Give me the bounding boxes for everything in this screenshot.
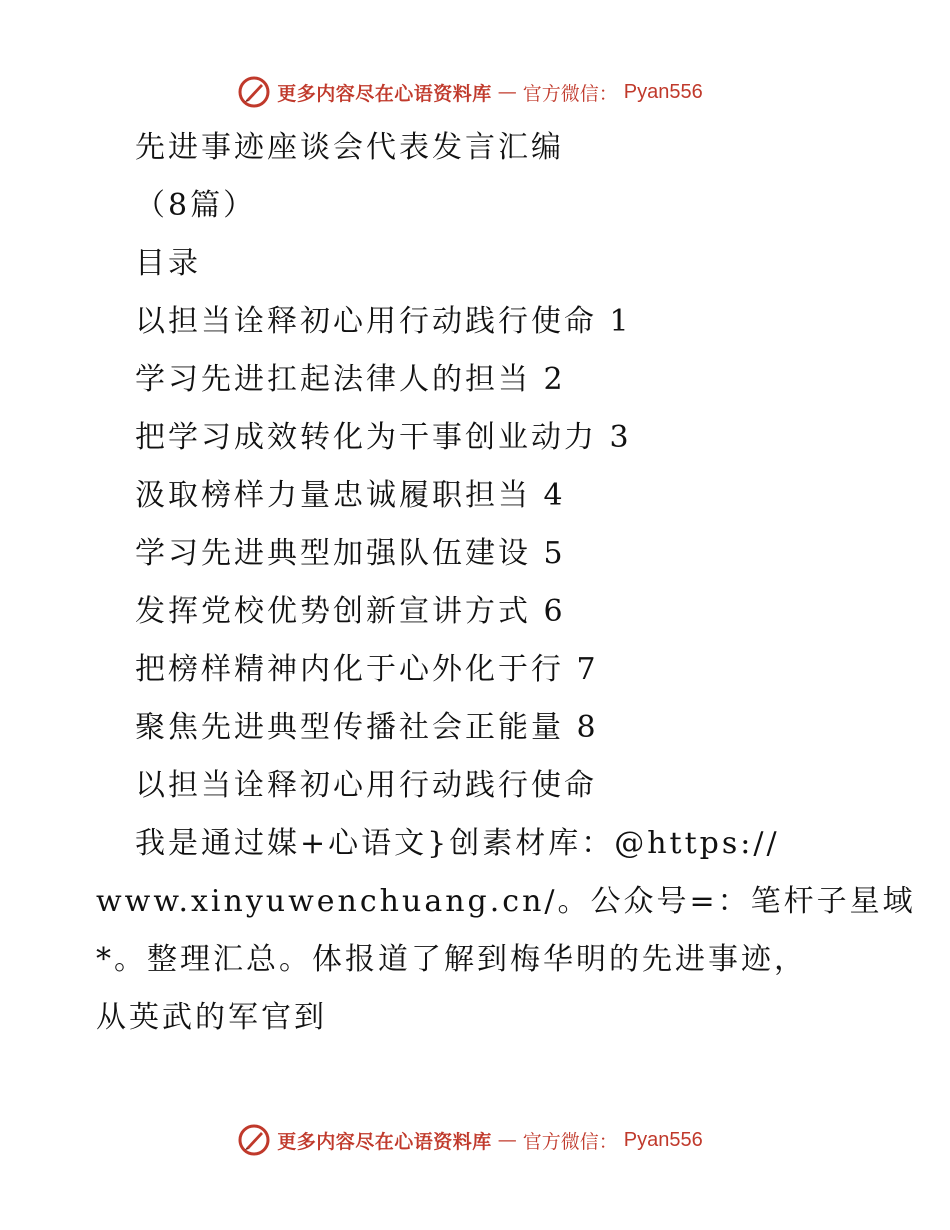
- banner-text: 更多内容尽在心语资料库: [277, 82, 492, 105]
- document-subtitle: （8篇）: [135, 188, 257, 223]
- banner-wechat-label: 官方微信：: [522, 82, 618, 105]
- body-line: *。整理汇总。体报道了解到梅华明的先进事迹，: [96, 942, 807, 977]
- banner-dash: —: [497, 81, 517, 103]
- header-banner: [0, 72, 950, 112]
- toc-item: 把学习成效转化为干事创业动力 3: [135, 420, 632, 455]
- toc-item: 以担当诠释初心用行动践行使命 1: [135, 304, 632, 339]
- banner-wechat-label: 官方微信：: [522, 1130, 618, 1153]
- banner-wechat-id: Pyan556: [623, 80, 703, 103]
- toc-item: 把榜样精神内化于心外化于行 7: [135, 652, 599, 687]
- toc-item: 学习先进典型加强队伍建设 5: [135, 536, 566, 571]
- toc-heading: 目录: [135, 246, 201, 281]
- quill-seal-icon: [237, 1123, 271, 1157]
- body-line: www.xinyuwenchuang.cn/。公众号=：笔杆子星域: [96, 884, 916, 919]
- toc-item: 汲取榜样力量忠诚履职担当 4: [135, 478, 566, 513]
- header-banner-inner: [237, 75, 703, 109]
- footer-banner: [0, 1120, 950, 1160]
- toc-item: 发挥党校优势创新宣讲方式 6: [135, 594, 566, 629]
- banner-dash: —: [497, 1129, 517, 1151]
- section-title: 以担当诠释初心用行动践行使命: [135, 768, 597, 803]
- body-line: 我是通过媒+心语文}创素材库：@https://: [135, 826, 780, 861]
- banner-wechat-id: Pyan556: [623, 1128, 703, 1151]
- footer-banner-inner: [237, 1123, 703, 1157]
- body-line: 从英武的军官到: [96, 1000, 327, 1035]
- toc-item: 学习先进扛起法律人的担当 2: [135, 362, 566, 397]
- banner-text: 更多内容尽在心语资料库: [277, 1130, 492, 1153]
- toc-item: 聚焦先进典型传播社会正能量 8: [135, 710, 599, 745]
- document-title: 先进事迹座谈会代表发言汇编: [135, 130, 564, 165]
- quill-seal-icon: [237, 75, 271, 109]
